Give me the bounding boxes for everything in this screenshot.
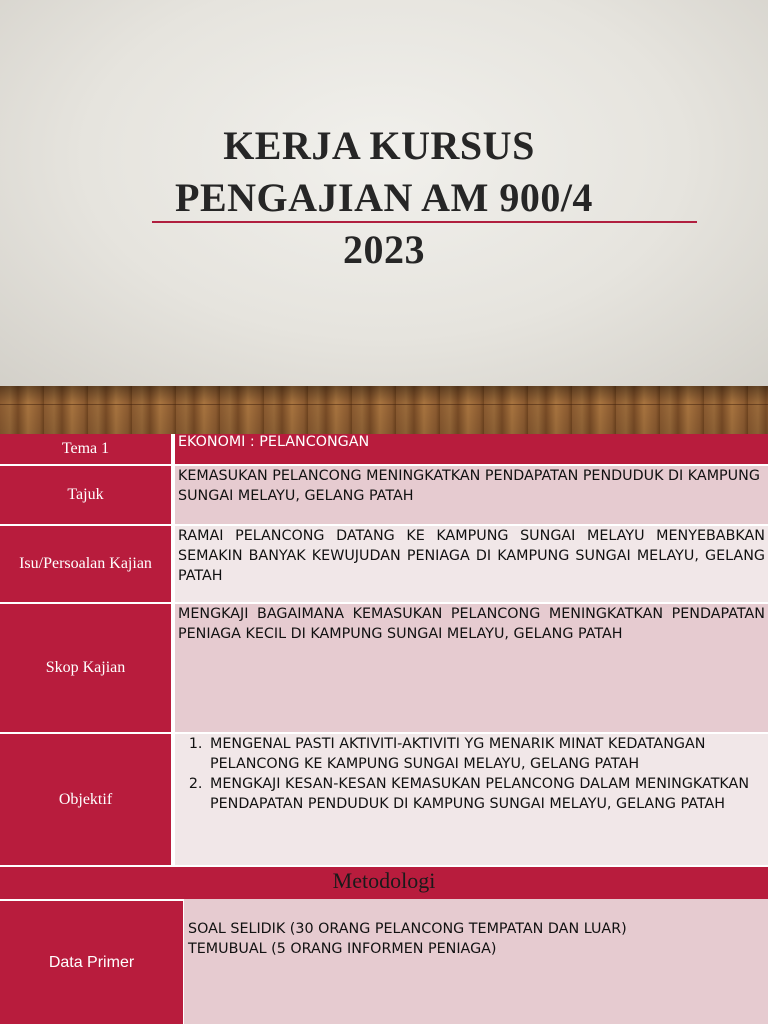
table-row-tema: [0, 434, 768, 464]
title-underline: [152, 221, 697, 223]
row-label-objektif: Objektif: [0, 734, 173, 865]
slide-title-line-1: KERJA KURSUS: [223, 123, 535, 168]
table-row-skop: [0, 604, 768, 732]
row-value-skop: MENGKAJI BAGAIMANA KEMASUKAN PELANCONG MENINGKATKAN PENDAPATAN PENIAGA KECIL DI KAMPUNG SUNGAI MELAYU, GELANG PATAH: [175, 604, 768, 732]
row-value-tajuk: KEMASUKAN PELANCONG MENINGKATKAN PENDAPATAN PENDUDUK DI KAMPUNG SUNGAI MELAYU, GELANG PATAH: [175, 466, 768, 524]
row-label-tema: Tema 1: [0, 434, 173, 464]
row-label-data-primer: Data Primer: [0, 899, 183, 1024]
table-row-isu: [0, 526, 768, 602]
row-label-isu: Isu/Persoalan Kajian: [0, 526, 173, 602]
objective-item-2: 2. MENGKAJI KESAN-KESAN KEMASUKAN PELANCONG DALAM MENINGKATKAN PENDAPATAN PENDUDUK DI KAMPUNG SUNGAI MELAYU, GELANG PATAH: [207, 774, 765, 814]
title-slide: [0, 0, 768, 388]
row-value-tema: EKONOMI : PELANCONGAN: [175, 434, 768, 464]
row-label-skop: Skop Kajian: [0, 604, 173, 732]
row-label-tajuk: Tajuk: [0, 466, 173, 524]
slide-title-line-3: 2023: [343, 227, 425, 272]
row-value-data-primer: [183, 899, 768, 1024]
objective-item-1: 1. MENGENAL PASTI AKTIVITI-AKTIVITI YG MENARIK MINAT KEDATANGAN PELANCONG KE KAMPUNG SUNGAI MELAYU, GELANG PATAH: [207, 734, 765, 774]
table-row-tajuk: [0, 466, 768, 524]
wood-floor-decoration: [0, 386, 768, 434]
table-row-objektif: [0, 734, 768, 865]
metodologi-heading: Metodologi: [0, 867, 768, 899]
slide-title-line-2: PENGAJIAN AM 900/4: [175, 175, 593, 220]
row-value-isu: RAMAI PELANCONG DATANG KE KAMPUNG SUNGAI MELAYU MENYEBABKAN SEMAKIN BANYAK KEWUJUDAN PENIAGA DI KAMPUNG SUNGAI MELAYU, GELANG PATAH: [175, 526, 768, 602]
table-row-data-primer: [0, 899, 768, 1024]
row-value-objektif: [175, 734, 768, 865]
data-primer-line-1: SOAL SELIDIK (30 ORANG PELANCONG TEMPATAN DAN LUAR): [188, 921, 627, 937]
data-primer-line-2: TEMUBUAL (5 ORANG INFORMEN PENIAGA): [188, 941, 497, 957]
objective-list: [178, 734, 765, 814]
